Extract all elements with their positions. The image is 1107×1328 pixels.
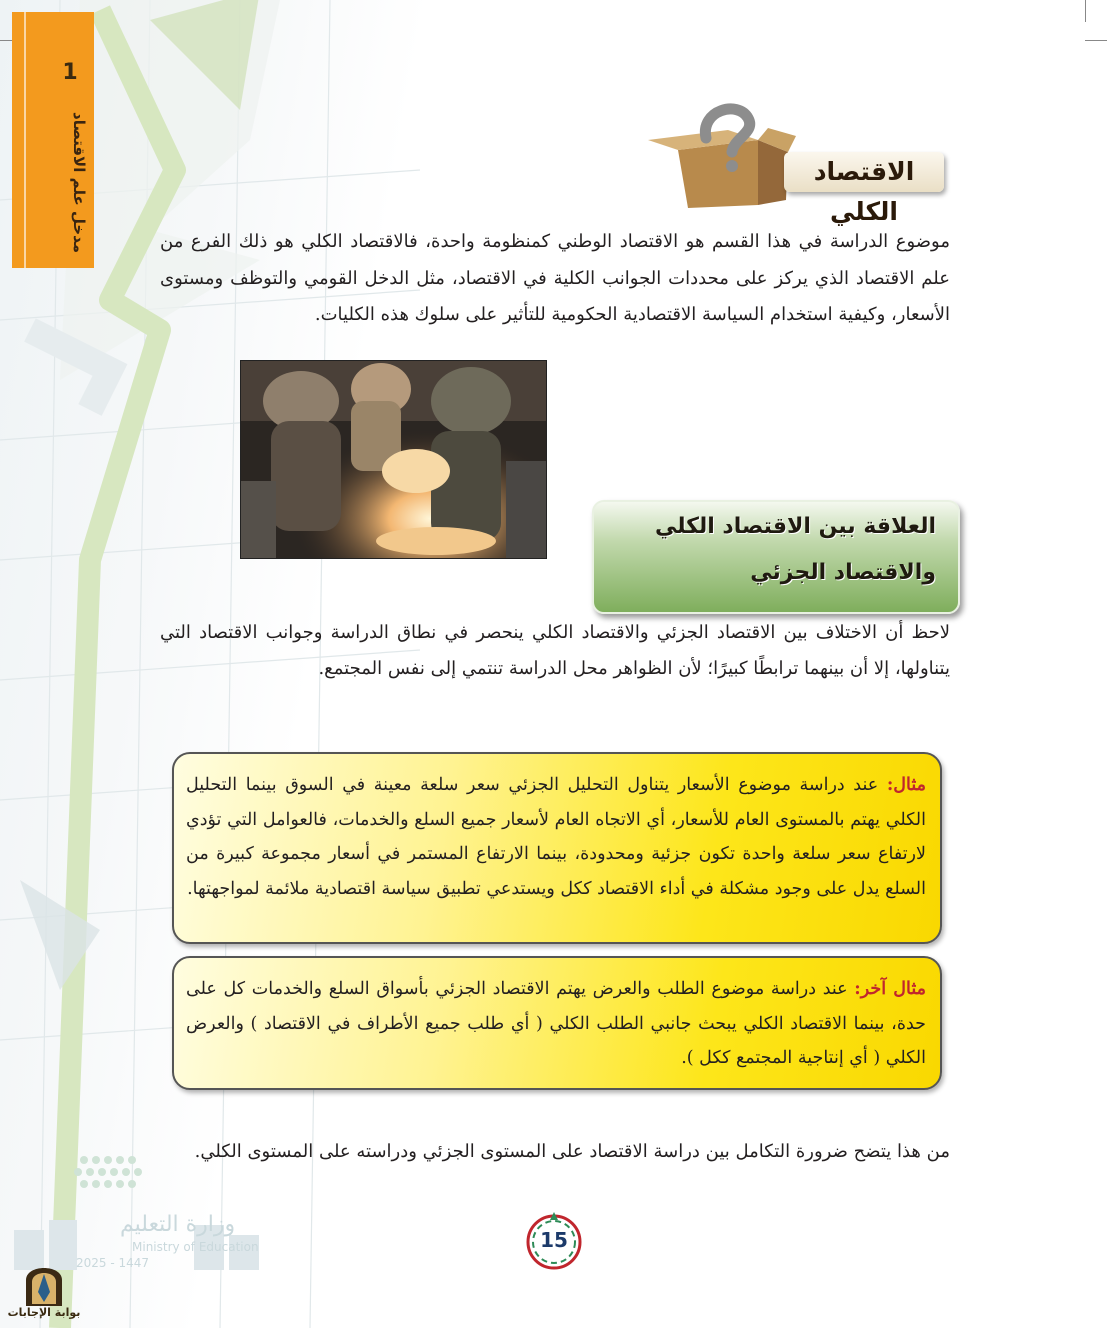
macroeconomics-paragraph: موضوع الدراسة في هذا القسم هو الاقتصاد الوطني كمنظومة واحدة، فالاقتصاد الكلي هو ذلك الفرع من علم الاقتصاد الذي يركز على محددات الجوانب الكلية في الاقتصاد، مثل الدخل القومي والتوظف ومستوى الأسعار، وكيفية استخدام السياسة الاقتصادية الحكومية للتأثير على سلوك هذه الكليات. — [160, 231, 950, 325]
page-number-badge — [524, 1212, 584, 1272]
example-box-1 — [172, 752, 942, 944]
section-heading-relationship — [592, 500, 960, 614]
crop-mark — [1085, 40, 1107, 41]
answers-portal-logo[interactable] — [4, 1258, 84, 1324]
section-heading-line2: والاقتصاد الجزئي — [750, 560, 936, 585]
relationship-paragraph: لاحظ أن الاختلاف بين الاقتصاد الجزئي والاقتصاد الكلي ينحصر في نطاق الدراسة وجوانب الاقتصاد التي يتناولها، إلا أن بينهما ترابطًا كبيرًا؛ لأن الظواهر محل الدراسة تنتمي إلى نفس المجتمع. — [160, 622, 950, 679]
example-1-label: مثال: — [886, 775, 926, 795]
conclusion-paragraph: من هذا يتضح ضرورة التكامل بين دراسة الاقتصاد على المستوى الجزئي ودراسته على المستوى الكلي. — [194, 1141, 950, 1162]
ministry-name-en: Ministry of Education — [132, 1240, 259, 1254]
example-box-2 — [172, 956, 942, 1090]
section-heading-macroeconomics: الاقتصاد الكلي — [784, 152, 944, 192]
chapter-title: مدخل علم الاقتصاد — [70, 112, 88, 254]
example-1-text: عند دراسة موضوع الأسعار يتناول التحليل الجزئي سعر سلعة معينة في السوق بينما التحليل الكلي يهتم بالمستوى العام للأسعار، أي الاتجاه العام لأسعار جميع السلع والخدمات، فالعوامل التي تؤدي لارتفاع سعر سلعة واحدة تكون جزئية ومحدودة، بينما الارتفاع المستمر في أسعار مجموعة كبيرة من السلع يدل على وجود مشكلة في أداء الاقتصاد ككل ويستدعي تطبيق سياسة اقتصادية ملائمة لمواجهتها. — [186, 775, 926, 899]
question-box-icon — [648, 100, 798, 210]
chapter-number: 1 — [62, 60, 78, 85]
portal-label: بوابة الإجابات — [7, 1306, 81, 1319]
portal-emblem-icon — [4, 1258, 84, 1308]
example-2-text: عند دراسة موضوع الطلب والعرض يهتم الاقتصاد الجزئي بأسواق السلع والخدمات كل على حدة، بينما الاقتصاد الكلي يبحث جانبي الطلب الكلي ( أي طلب جميع الأطراف في الاقتصاد ) والعرض الكلي ( أي إنتاجية المجتمع ككل ). — [186, 979, 926, 1068]
ministry-year: 2025 - 1447 — [76, 1256, 150, 1270]
example-2-label: مثال آخر: — [854, 979, 927, 999]
ministry-name-ar: وزارة التعليم — [120, 1212, 236, 1237]
section-heading-line1: العلاقة بين الاقتصاد الكلي — [654, 514, 936, 539]
example-1-text-block — [186, 768, 926, 906]
page-number: 15 — [540, 1228, 568, 1252]
crop-mark — [1085, 0, 1086, 22]
crop-mark — [0, 40, 12, 41]
foundry-workers-photo — [240, 360, 547, 559]
example-2-text-block — [186, 972, 926, 1076]
